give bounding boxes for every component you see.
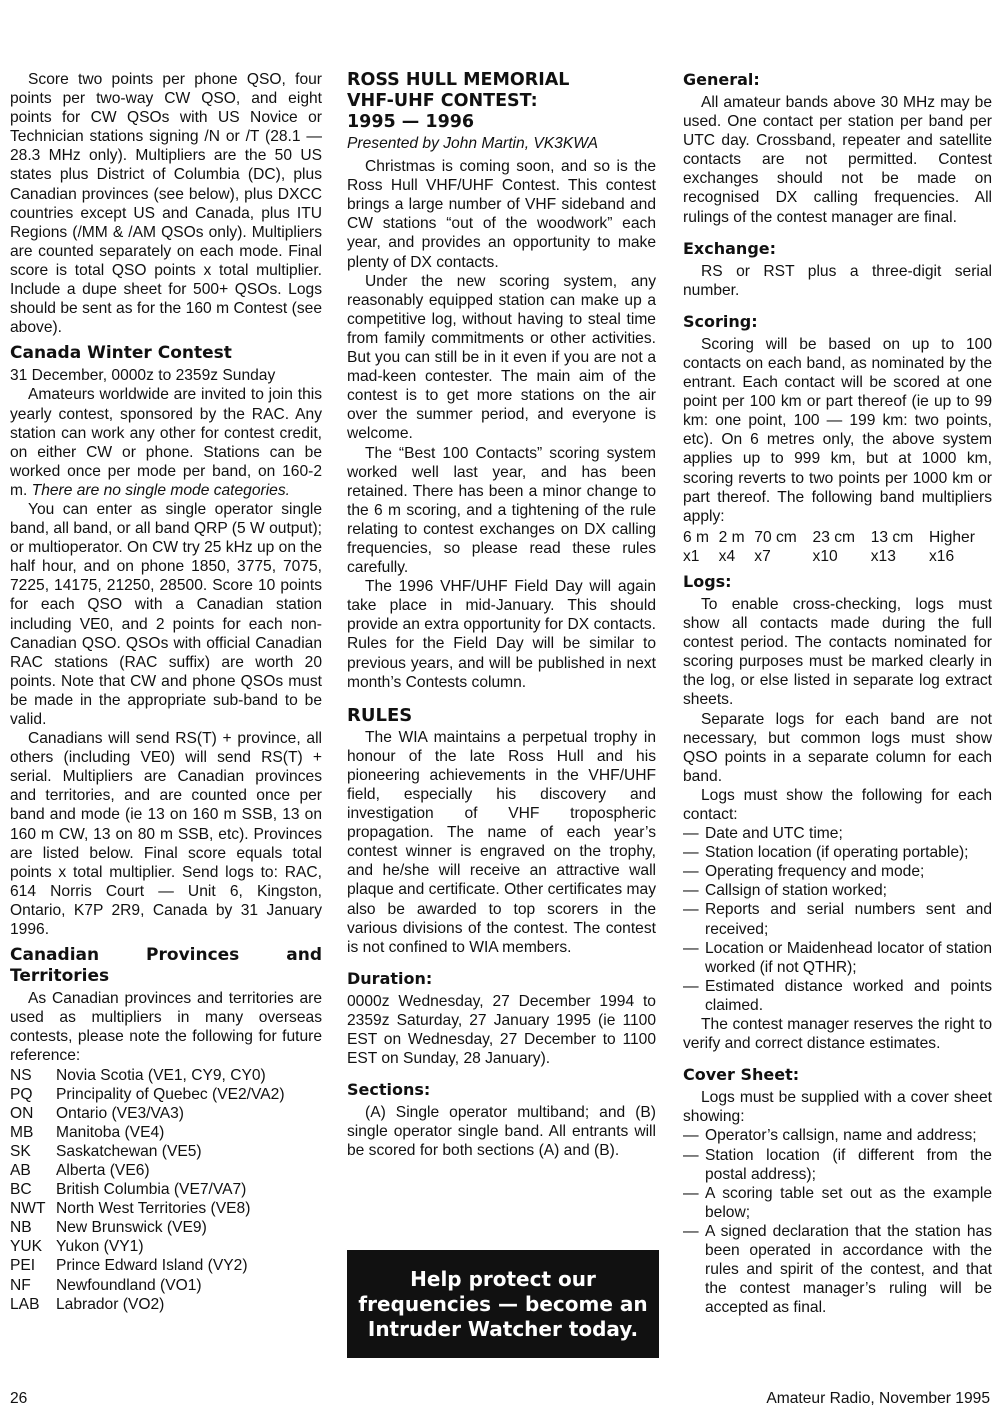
general-heading: General:	[683, 70, 760, 89]
sections-paragraph: (A) Single operator multiband; and (B) single operator single band. All entrants will be scored for both sections (A) and (B).	[347, 1104, 656, 1160]
province-code: PQ	[10, 1085, 33, 1103]
rules-paragraph: The WIA maintains a perpetual trophy in honour of the late Ross Hull and his pioneering achievements in the VHF/UHF field, especially his discovery and investigation of VHF tropospheric propagation. The name of each year’s contest winner is engraved on the trophy, and he/she will receive an attractive wall plaque and certificate. Other certificates may also be awarded to top scorers in the various divisions of the contest. The contest is not confined to WIA members.	[347, 728, 656, 956]
list-item-text: Date and UTC time;	[705, 825, 843, 843]
canada-winter-heading: Canada Winter Contest	[10, 343, 232, 364]
logs-paragraph-3: Logs must show the following for each contact:	[683, 786, 992, 823]
list-item-text: Operating frequency and mode;	[705, 863, 925, 881]
province-row	[10, 1085, 322, 1104]
band-cell: 13 cm	[870, 528, 914, 546]
cover-sheet-heading: Cover Sheet:	[683, 1065, 800, 1085]
province-name: Ontario (VE3/VA3)	[56, 1104, 184, 1122]
province-row	[10, 1276, 322, 1295]
band-cell: 23 cm	[812, 528, 855, 546]
province-name: Alberta (VE6)	[56, 1161, 150, 1179]
province-row	[10, 1123, 322, 1142]
province-row	[10, 1180, 322, 1199]
sections-heading: Sections:	[347, 1080, 431, 1100]
list-item	[683, 1184, 992, 1222]
canada-winter-date: 31 December, 0000z to 2359z Sunday	[10, 367, 276, 385]
multiplier-cell: x1	[683, 547, 700, 565]
dash-marker: —	[683, 901, 699, 919]
province-name: New Brunswick (VE9)	[56, 1219, 207, 1237]
list-item	[683, 824, 992, 843]
logs-heading: Logs:	[683, 571, 732, 591]
province-name: Prince Edward Island (VY2)	[56, 1257, 248, 1275]
provinces-intro: As Canadian provinces and territories are used as multipliers in many overseas contests, please note the following for future reference:	[10, 990, 322, 1065]
canada-winter-paragraph-1	[10, 385, 322, 500]
provinces-list	[10, 1066, 322, 1314]
intruder-watch-banner-text: Help protect our frequencies — become an Intruder Watcher today.	[358, 1266, 648, 1341]
list-item	[683, 900, 992, 938]
list-item	[683, 881, 992, 900]
list-item-text: A scoring table set out as the example below;	[705, 1184, 992, 1221]
canada-winter-paragraph-1-note: There are no single mode categories.	[31, 481, 290, 499]
province-row	[10, 1237, 322, 1256]
article-title-line-1: ROSS HULL MEMORIAL	[347, 70, 570, 90]
canada-winter-paragraph-2: You can enter as single operator single band, all band, or all band QRP (5 W output); or multioperator. On CW try 25 kHz up on the half hour, and on phone 1850, 3775, 7075, 7225, 14175, 21250, 28500. Score 10 points for each QSO with a Canadian station including VE0, and 2 points for each non-Canadian QSO. QSOs with official Canadian RAC stations (RAC suffix) are worth 20 points. Note that CW and phone QSOs must be made in the appropriate sub-band to be valid.	[10, 500, 323, 728]
list-item-text: Estimated distance worked and points claimed.	[705, 977, 992, 1014]
duration-heading: Duration:	[347, 968, 433, 988]
multiplier-row	[683, 547, 992, 566]
province-row	[10, 1142, 322, 1161]
province-name: Newfoundland (VO1)	[56, 1276, 202, 1294]
province-code: SK	[10, 1142, 31, 1160]
province-name: Labrador (VO2)	[56, 1295, 165, 1313]
article-title-line-3: 1995 — 1996	[347, 112, 475, 132]
list-item	[683, 1146, 992, 1184]
province-name: British Columbia (VE7/VA7)	[56, 1181, 247, 1199]
cover-sheet-list	[683, 1126, 992, 1317]
province-name: Yukon (VY1)	[56, 1238, 144, 1256]
provinces-heading: Canadian Provinces and Territories	[10, 945, 322, 987]
list-item-text: Station location (if different from the postal address);	[705, 1146, 992, 1183]
cover-sheet-paragraph: Logs must be supplied with a cover sheet showing:	[683, 1089, 992, 1126]
dash-marker: —	[683, 939, 699, 957]
province-name: Novia Scotia (VE1, CY9, CY0)	[56, 1066, 266, 1084]
band-cell: 2 m	[718, 528, 745, 546]
province-name: Saskatchewan (VE5)	[56, 1142, 202, 1160]
list-item-text: Reports and serial numbers sent and received;	[705, 901, 992, 938]
dash-marker: —	[683, 844, 699, 862]
exchange-heading: Exchange:	[683, 238, 777, 258]
multiplier-cell: x4	[718, 547, 736, 565]
province-code: YUK	[10, 1238, 43, 1256]
exchange-paragraph: RS or RST plus a three-digit serial number.	[683, 262, 992, 299]
province-code: BC	[10, 1181, 32, 1199]
dash-marker: —	[683, 825, 699, 843]
column-right	[683, 70, 992, 1317]
list-item	[683, 939, 992, 977]
intro-paragraph-3: The “Best 100 Contacts” scoring system worked well last year, and has been retained. There has been a minor change to the 6 m scoring, and a tightening of the rule relating to contest exchanges on DX calling frequencies, so please read these rules carefully.	[347, 444, 656, 577]
dash-marker: —	[683, 1222, 699, 1240]
logs-paragraph-2: Separate logs for each band are not necessary, but common logs must show QSO points in a separate column for each band.	[683, 710, 992, 785]
dash-marker: —	[683, 977, 699, 995]
list-item	[683, 1222, 992, 1317]
band-cell: 6 m	[683, 528, 709, 546]
intro-paragraph-2: Under the new scoring system, any reasonably equipped station can make up a competitive log, without having to steal time from family commitments or other activities. But you can still be in it even if you are not a mad-keen contester. The main aim of the contest is to get more stations on the air over the summer period, and everyone is welcome.	[347, 272, 656, 443]
canada-winter-paragraph-3: Canadians will send RS(T) + province, all others (including VE0) will send RS(T) + serial. Multipliers are Canadian provinces and territories, and are counted once per band and mode (ie 13 on 160 m SSB, 13 on 160 m CW, 13 on 80 m SSB, etc). Provinces are listed below. Final score equals total points x total multiplier. Send logs to: RAC, 614 Norris Court — Unit 6, Kingston, Ontario, K7P 2R9, Canada by 31 January 1996.	[10, 730, 322, 939]
band-cell: 70 cm	[754, 528, 797, 546]
multiplier-cell: x16	[928, 547, 955, 565]
province-row	[10, 1256, 322, 1275]
province-row	[10, 1218, 322, 1237]
province-code: NWT	[10, 1200, 46, 1218]
province-name: North West Territories (VE8)	[56, 1200, 251, 1218]
province-row	[10, 1104, 322, 1123]
province-row	[10, 1295, 322, 1314]
intruder-watch-banner	[347, 1250, 659, 1358]
rules-heading: RULES	[347, 704, 413, 726]
province-row	[10, 1199, 322, 1218]
dash-marker: —	[683, 1127, 699, 1145]
list-item	[683, 977, 992, 1015]
list-item-text: Station location (if operating portable);	[705, 844, 969, 862]
article-title-line-2: VHF-UHF CONTEST:	[347, 91, 538, 111]
logs-paragraph-1: To enable cross-checking, logs must show all contacts made during the full contest period. The contacts nominated for scoring purposes must be marked clearly in the log, or else listed in separate log extract sheets.	[683, 595, 992, 709]
log-requirements-list	[683, 824, 992, 1015]
list-item-text: Location or Maidenhead locator of station worked (if not QTHR);	[705, 939, 992, 976]
arrl-scoring-paragraph: Score two points per phone QSO, four points per two-way CW QSO, and eight points for CW QSOs with US Novice or Technician stations signing /N or /T (28.1 — 28.3 MHz only). Multipliers are the 50 US states plus District of Columbia (DC), plus Canadian provinces (see below), plus DXCC countries except US and Canada, plus ITU Regions (/MM & /AM QSOs only). Multipliers are counted separately on each mode. Final score is total QSO points x total multiplier. Include a dupe sheet for 500+ QSOs. Logs should be sent as for the 160 m Contest (see above).	[10, 71, 322, 337]
publication-footer: Amateur Radio, November 1995	[766, 1390, 990, 1407]
list-item	[683, 862, 992, 881]
province-code: NF	[10, 1276, 31, 1294]
province-row	[10, 1066, 322, 1085]
scoring-paragraph: Scoring will be based on up to 100 contacts on each band, as nominated by the entrant. Each contact will be scored at one point per 100 km or part thereof (ie up to 99 km: one point, 100 — 199 km: two points, etc). On 6 metres only, the above system applies up to 999 km, but at 1000 km, scoring reverts to two points per 1000 km or part thereof. The following band multipliers apply:	[683, 335, 992, 525]
dash-marker: —	[683, 1184, 699, 1202]
multiplier-cell: x10	[812, 547, 838, 565]
province-code: NB	[10, 1219, 32, 1237]
province-code: ON	[10, 1104, 34, 1122]
province-code: PEI	[10, 1257, 36, 1275]
list-item	[683, 1126, 992, 1145]
list-item	[683, 843, 992, 862]
province-name: Principality of Quebec (VE2/VA2)	[56, 1085, 285, 1103]
logs-paragraph-4: The contest manager reserves the right to verify and correct distance estimates.	[683, 1016, 992, 1053]
province-code: NS	[10, 1066, 32, 1084]
band-row	[683, 528, 992, 547]
province-code: MB	[10, 1123, 34, 1141]
general-paragraph: All amateur bands above 30 MHz may be used. One contact per station per band per UTC day. Crossband, repeater and satellite contacts are not permitted. Contest exchanges should not be made on recognised DX calling frequencies. All rulings of the contest manager are final.	[683, 94, 992, 226]
multiplier-cell: x13	[870, 547, 896, 565]
intro-paragraph-1: Christmas is coming soon, and so is the Ross Hull VHF/UHF Contest. This contest brings a large number of VHF sideband and CW stations “out of the woodwork” each year, and provides an opportunity to make plenty of DX contacts.	[347, 158, 656, 271]
page-number: 26	[10, 1390, 28, 1407]
column-left	[10, 70, 322, 1314]
list-item-text: Callsign of station worked;	[705, 882, 888, 900]
province-name: Manitoba (VE4)	[56, 1123, 165, 1141]
province-code: LAB	[10, 1295, 40, 1313]
article-title	[347, 70, 656, 133]
duration-paragraph: 0000z Wednesday, 27 December 1994 to 2359z Saturday, 27 January 1995 (ie 1100 EST on Wednesday, 27 December to 1100 EST on Sunday, 28 January).	[347, 992, 656, 1068]
band-multiplier-table	[683, 528, 992, 566]
article-byline: Presented by John Martin, VK3KWA	[347, 135, 599, 152]
intro-paragraph-4: The 1996 VHF/UHF Field Day will again take place in mid-January. This should provide an extra opportunity for DX contacts. Rules for the Field Day will be similar to previous years, and will be published in next month’s Contests column.	[347, 578, 656, 691]
list-item-text: Operator’s callsign, name and address;	[705, 1127, 977, 1145]
dash-marker: —	[683, 882, 699, 900]
scoring-heading: Scoring:	[683, 311, 758, 331]
list-item-text: A signed declaration that the station has been operated in accordance with the rules and spirit of the contest, and that the contest manager’s ruling will be accepted as final.	[705, 1222, 992, 1317]
province-code: AB	[10, 1161, 31, 1179]
dash-marker: —	[683, 863, 699, 881]
band-cell: Higher	[928, 528, 975, 546]
multiplier-cell: x7	[754, 547, 771, 565]
canada-winter-paragraph-1-text: Amateurs worldwide are invited to join this yearly contest, sponsored by the RAC. Any station can work any other for contest credit, on either CW or phone. Stations can be worked once per mode per band, on 160-2 m.	[10, 386, 322, 499]
dash-marker: —	[683, 1146, 699, 1164]
column-middle	[347, 70, 656, 1161]
province-row	[10, 1161, 322, 1180]
